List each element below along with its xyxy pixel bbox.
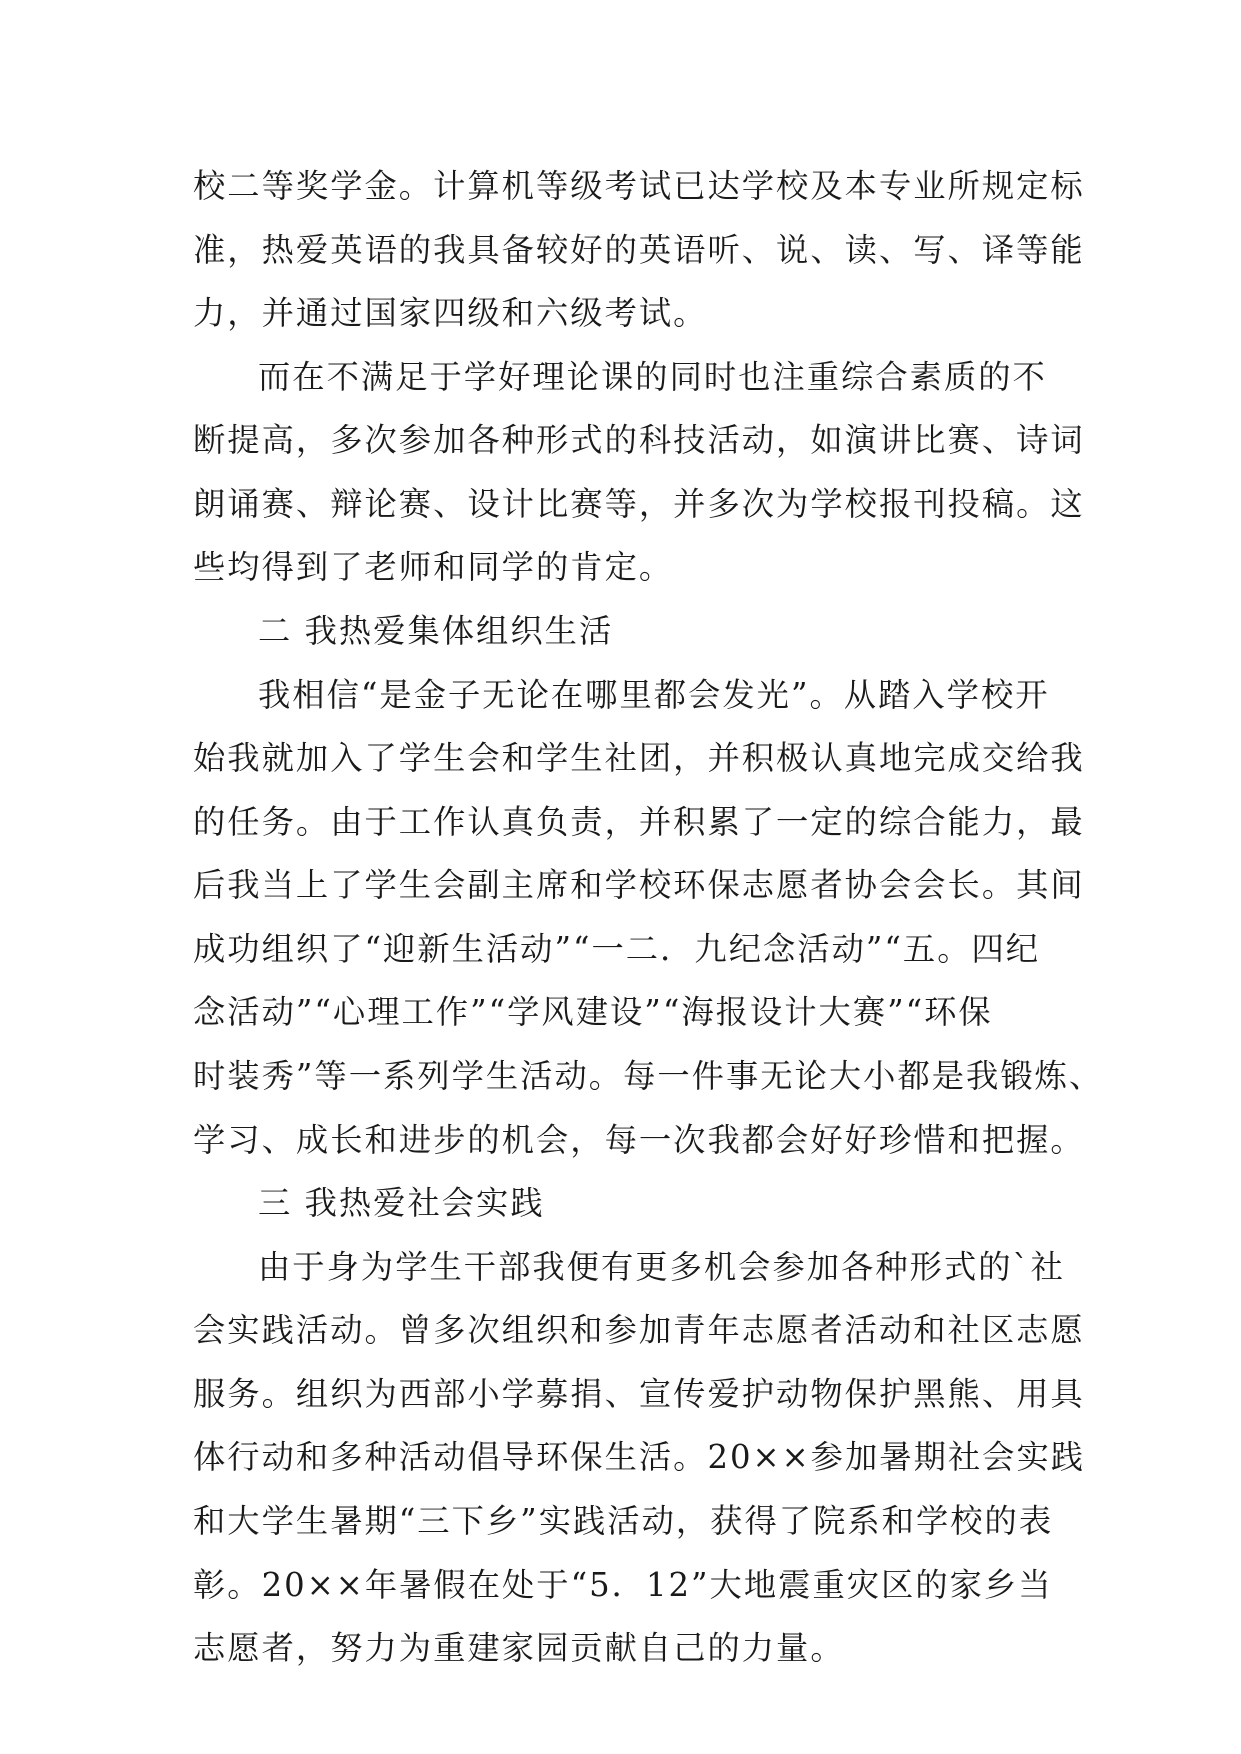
- paragraph-line: 校二等奖学金。计算机等级考试已达学校及本专业所规定标: [193, 167, 1085, 205]
- paragraph-line: 时装秀”等一系列学生活动。每一件事无论大小都是我锻炼、: [193, 1057, 1104, 1095]
- paragraph-line: 的任务。由于工作认真负责，并积累了一定的综合能力，最: [193, 803, 1085, 841]
- paragraph-line: 朗诵赛、辩论赛、设计比赛等，并多次为学校报刊投稿。这: [193, 485, 1085, 523]
- paragraph-line: 由于身为学生干部我便有更多机会参加各种形式的`社: [258, 1248, 1065, 1286]
- paragraph-line: 体行动和多种活动倡导环保生活。20××参加暑期社会实践: [193, 1438, 1086, 1476]
- paragraph-line: 会实践活动。曾多次组织和参加青年志愿者活动和社区志愿: [193, 1311, 1085, 1349]
- paragraph-line: 后我当上了学生会副主席和学校环保志愿者协会会长。其间: [193, 866, 1085, 904]
- paragraph-line: 始我就加入了学生会和学生社团，并积极认真地完成交给我: [193, 739, 1085, 777]
- paragraph-line: 学习、成长和进步的机会，每一次我都会好好珍惜和把握。: [193, 1121, 1085, 1159]
- paragraph-line: 服务。组织为西部小学募捐、宣传爱护动物保护黑熊、用具: [193, 1375, 1085, 1413]
- section-heading: 三 我热爱社会实践: [258, 1184, 545, 1222]
- paragraph-line: 力，并通过国家四级和六级考试。: [193, 294, 708, 332]
- paragraph-line: 断提高，多次参加各种形式的科技活动，如演讲比赛、诗词: [193, 421, 1085, 459]
- paragraph-line: 成功组织了“迎新生活动”“一二．九纪念活动”“五。四纪: [193, 930, 1041, 968]
- section-heading: 二 我热爱集体组织生活: [258, 612, 614, 650]
- paragraph-line: 而在不满足于学好理论课的同时也注重综合素质的不: [258, 358, 1047, 396]
- paragraph-line: 彰。20××年暑假在处于“5．12”大地震重灾区的家乡当: [193, 1566, 1053, 1604]
- paragraph-line: 和大学生暑期“三下乡”实践活动，获得了院系和学校的表: [193, 1502, 1054, 1540]
- paragraph-line: 些均得到了老师和同学的肯定。: [193, 548, 674, 586]
- paragraph-line: 我相信“是金子无论在哪里都会发光”。从踏入学校开: [258, 676, 1050, 714]
- paragraph-line: 志愿者，努力为重建家园贡献自己的力量。: [193, 1629, 845, 1667]
- paragraph-line: 准，热爱英语的我具备较好的英语听、说、读、写、译等能: [193, 231, 1085, 269]
- paragraph-line: 念活动”“心理工作”“学风建设”“海报设计大赛”“环保: [193, 993, 993, 1031]
